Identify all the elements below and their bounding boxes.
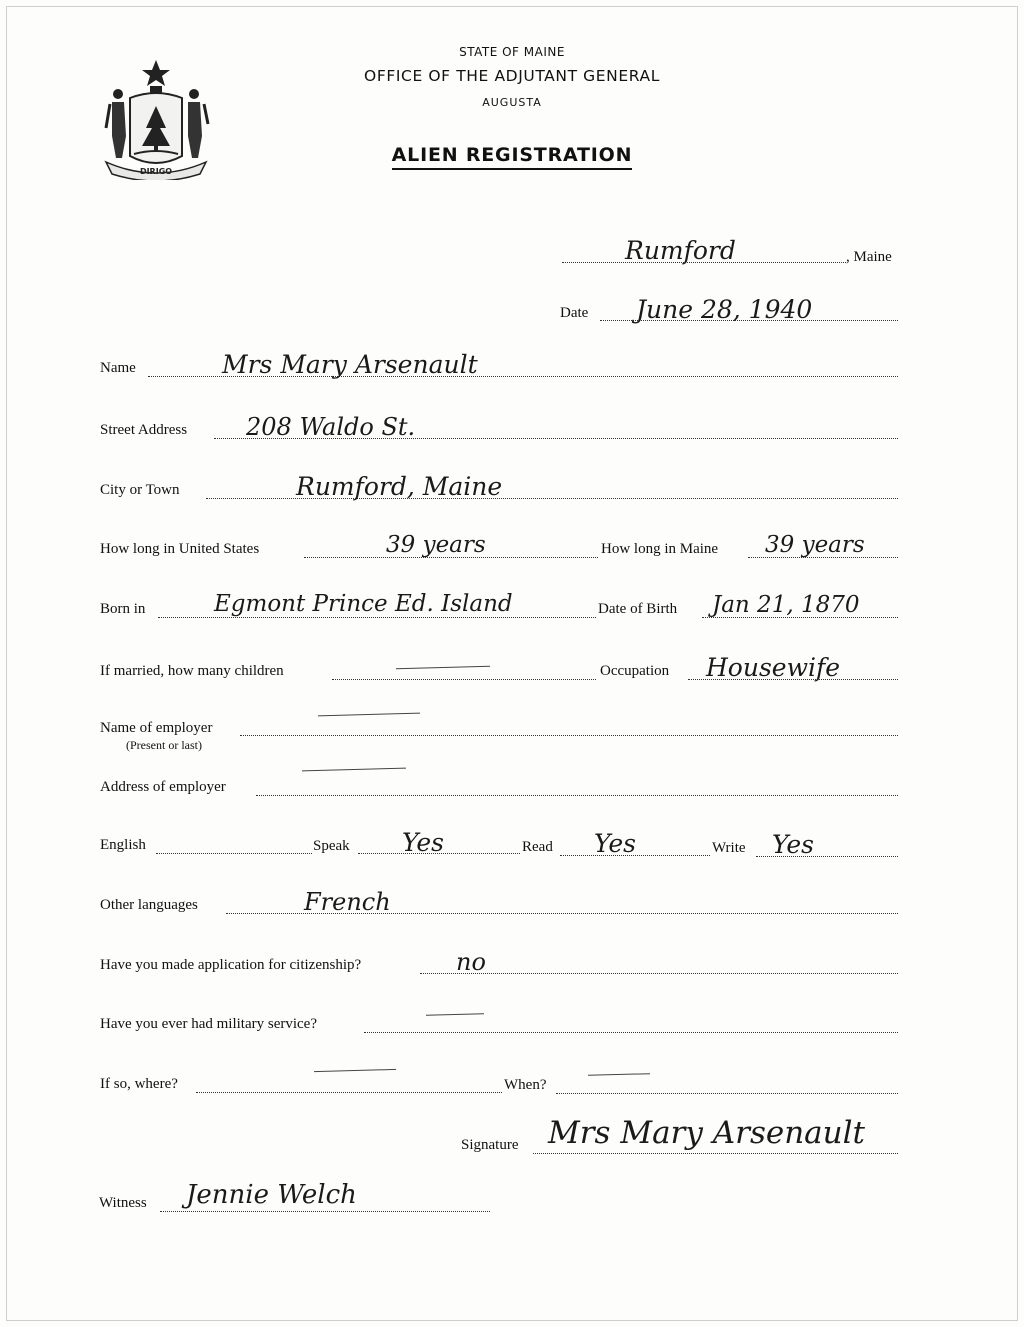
place-suffix: , Maine (846, 249, 892, 265)
when-line (556, 1093, 898, 1094)
date-value: June 28, 1940 (636, 295, 813, 324)
born-value: Egmont Prince Ed. Island (214, 591, 513, 617)
street-value: 208 Waldo St. (246, 413, 416, 441)
english-label: English (100, 837, 146, 853)
header-state: STATE OF MAINE (459, 45, 565, 59)
other-languages-value: French (304, 888, 391, 916)
dob-value: Jan 21, 1870 (712, 592, 860, 618)
children-label: If married, how many children (100, 663, 284, 679)
where-label: If so, where? (100, 1076, 178, 1092)
witness-value: Jennie Welch (186, 1180, 357, 1210)
city-value: Rumford, Maine (296, 472, 503, 501)
born-label: Born in (100, 601, 146, 617)
military-line (364, 1032, 898, 1033)
read-value: Yes (594, 829, 636, 858)
military-label: Have you ever had military service? (100, 1016, 317, 1032)
name-label: Name (100, 360, 136, 376)
when-label: When? (504, 1077, 547, 1093)
form-title: ALIEN REGISTRATION (0, 144, 1024, 170)
where-line (196, 1092, 502, 1093)
place-value: Rumford (625, 236, 736, 265)
children-line (332, 679, 596, 680)
occupation-value: Housewife (706, 653, 841, 682)
employer-line (240, 735, 898, 736)
maine-duration-label: How long in Maine (601, 541, 719, 557)
street-label: Street Address (100, 422, 188, 438)
citizenship-line (420, 973, 898, 974)
city-label: City or Town (100, 482, 180, 498)
header-office: OFFICE OF THE ADJUTANT GENERAL (364, 67, 660, 85)
maine-duration-value: 39 years (765, 532, 865, 558)
witness-label: Witness (99, 1195, 147, 1211)
us-duration-value: 39 years (386, 532, 486, 558)
employer-label: Name of employer (100, 720, 213, 736)
date-label: Date (560, 305, 589, 321)
citizenship-label: Have you made application for citizenship? (100, 957, 362, 973)
us-duration-label: How long in United States (100, 541, 260, 557)
speak-value: Yes (402, 828, 444, 857)
name-value: Mrs Mary Arsenault (222, 350, 478, 379)
seal-motto: DIRIGO (139, 167, 173, 176)
write-value: Yes (772, 830, 814, 859)
witness-line (160, 1211, 490, 1212)
signature-line (533, 1153, 898, 1154)
occupation-label: Occupation (600, 663, 670, 679)
signature-value: Mrs Mary Arsenault (548, 1115, 865, 1151)
read-label: Read (522, 839, 553, 855)
other-languages-label: Other languages (100, 897, 198, 913)
employer-address-line (256, 795, 898, 796)
signature-label: Signature (461, 1137, 519, 1153)
write-label: Write (712, 840, 746, 856)
dob-label: Date of Birth (598, 601, 678, 617)
employer-address-label: Address of employer (100, 779, 226, 795)
english-line-1 (156, 853, 312, 854)
speak-label: Speak (313, 838, 350, 854)
employer-sublabel: (Present or last) (126, 738, 202, 752)
citizenship-value: no (456, 948, 486, 976)
born-line (158, 617, 596, 618)
header-city: AUGUSTA (482, 96, 542, 109)
